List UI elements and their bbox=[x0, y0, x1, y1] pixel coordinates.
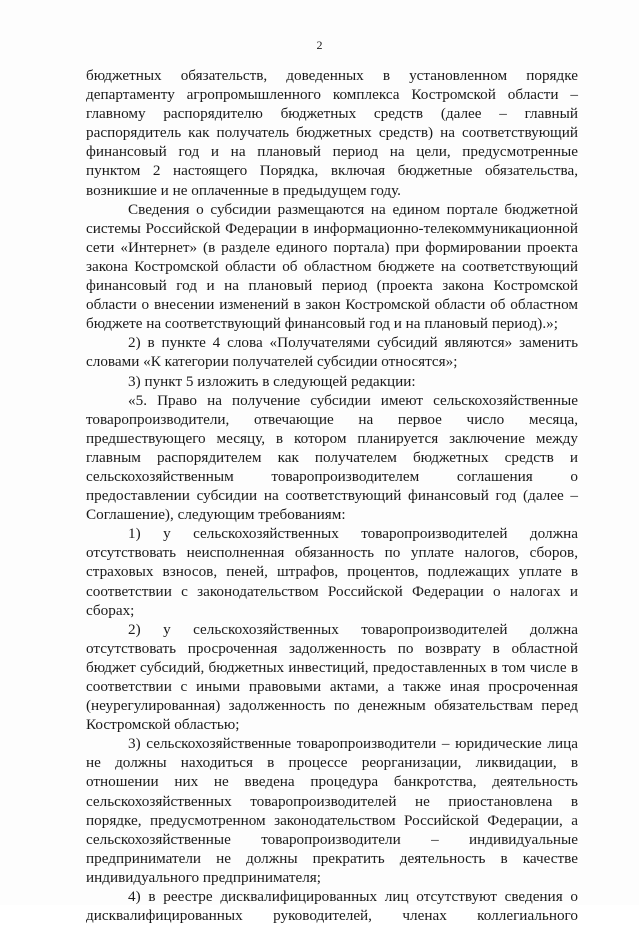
text-line: предприниматели не должны прекратить деятельность в качестве bbox=[86, 849, 578, 867]
text-line: соответствии с иными правовыми актами, а также иная просроченная bbox=[86, 678, 578, 695]
text-line: департаменту агропромышленного комплекса Костромской области – bbox=[86, 86, 578, 104]
text-line: (неурегулированная) задолженность по денежным обязательствам перед bbox=[86, 697, 578, 715]
text-line: Костромской областью; bbox=[86, 716, 240, 734]
text-line: индивидуального предпринимателя; bbox=[86, 868, 321, 886]
text-line: сельскохозяйственным товаропроизводителем соглашения о bbox=[86, 467, 578, 485]
text-line: отношении них не введена процедура банкротства, деятельность bbox=[86, 773, 578, 791]
text-line: области о внесении изменений в закон Костромской области об областном bbox=[86, 296, 578, 314]
text-line: порядке, предусмотренном законодательством Российской Федерации, а bbox=[86, 811, 578, 829]
text-line: отсутствовать просроченная задолженность по возврату в областной bbox=[86, 639, 578, 657]
text-line: предшествующего месяцу, в котором планируется заключение между bbox=[86, 429, 578, 447]
text-line: предоставлении субсидии на соответствующий финансовый год (далее – bbox=[86, 487, 578, 505]
page-number: 2 bbox=[316, 38, 323, 52]
text-line: закона Костромской области об областном бюджете на соответствующий bbox=[86, 257, 578, 275]
text-line: товаропроизводители, отвечающие на первое число месяца, bbox=[86, 410, 578, 428]
text-line: 2) в пункте 4 слова «Получателями субсидий являются» заменить bbox=[128, 334, 578, 352]
text-line: сельскохозяйственных товаропроизводителей не приостановлена в bbox=[86, 792, 578, 810]
text-line: сети «Интернет» (в разделе единого портала) при формировании проекта bbox=[86, 238, 578, 256]
text-line: не должны находиться в процессе реорганизации, ликвидации, в bbox=[86, 754, 578, 772]
text-line: бюджете на соответствующий финансовый год и на плановый период).»; bbox=[86, 315, 558, 333]
text-line: 3) пункт 5 изложить в следующей редакции: bbox=[128, 372, 416, 390]
text-line: системы Российской Федерации в информационно-телекоммуникационной bbox=[86, 219, 578, 237]
text-line: возникшие и не оплаченные в предыдущем году. bbox=[86, 181, 401, 199]
text-line: финансовый год и на плановый период на цели, предусмотренные bbox=[86, 143, 578, 161]
text-line: 4) в реестре дисквалифицированных лиц отсутствуют сведения о bbox=[128, 888, 578, 906]
text-line: сельскохозяйственные товаропроизводители – индивидуальные bbox=[86, 830, 578, 848]
text-line: главным распорядителем как получателем бюджетных средств и bbox=[86, 448, 578, 466]
text-line: Соглашение), следующим требованиям: bbox=[86, 506, 346, 524]
text-line: бюджет субсидий, бюджетных инвестиций, предоставленных в том числе в bbox=[86, 658, 578, 676]
text-line: финансовый год и на плановый период (проекта закона Костромской bbox=[86, 277, 578, 295]
text-line: главному распорядителю бюджетных средств (далее – главный bbox=[86, 105, 578, 123]
text-line: страховых взносов, пеней, штрафов, процентов, подлежащих уплате в bbox=[86, 563, 578, 581]
text-line: пунктом 2 настоящего Порядка, включая бюджетные обязательства, bbox=[86, 162, 578, 180]
text-line: сборах; bbox=[86, 601, 135, 619]
text-line: 3) сельскохозяйственные товаропроизводители – юридические лица bbox=[128, 735, 578, 753]
text-line: «5. Право на получение субсидии имеют сельскохозяйственные bbox=[128, 391, 578, 409]
text-line: бюджетных обязательств, доведенных в установленном порядке bbox=[86, 67, 578, 84]
text-line: соответствии с законодательством Российской Федерации о налогах и bbox=[86, 582, 578, 600]
text-line: Сведения о субсидии размещаются на едином портале бюджетной bbox=[128, 200, 578, 218]
text-line: дисквалифицированных руководителей, членах коллегиального bbox=[86, 907, 578, 925]
document-body bbox=[86, 66, 578, 925]
text-line: распорядитель как получатель бюджетных средств) на соответствующий bbox=[86, 124, 578, 142]
text-line: 2) у сельскохозяйственных товаропроизводителей должна bbox=[128, 620, 578, 638]
text-line: словами «К категории получателей субсидии относятся»; bbox=[86, 353, 458, 371]
text-line: 1) у сельскохозяйственных товаропроизводителей должна bbox=[128, 525, 578, 543]
text-line: отсутствовать неисполненная обязанность по уплате налогов, сборов, bbox=[86, 544, 578, 562]
